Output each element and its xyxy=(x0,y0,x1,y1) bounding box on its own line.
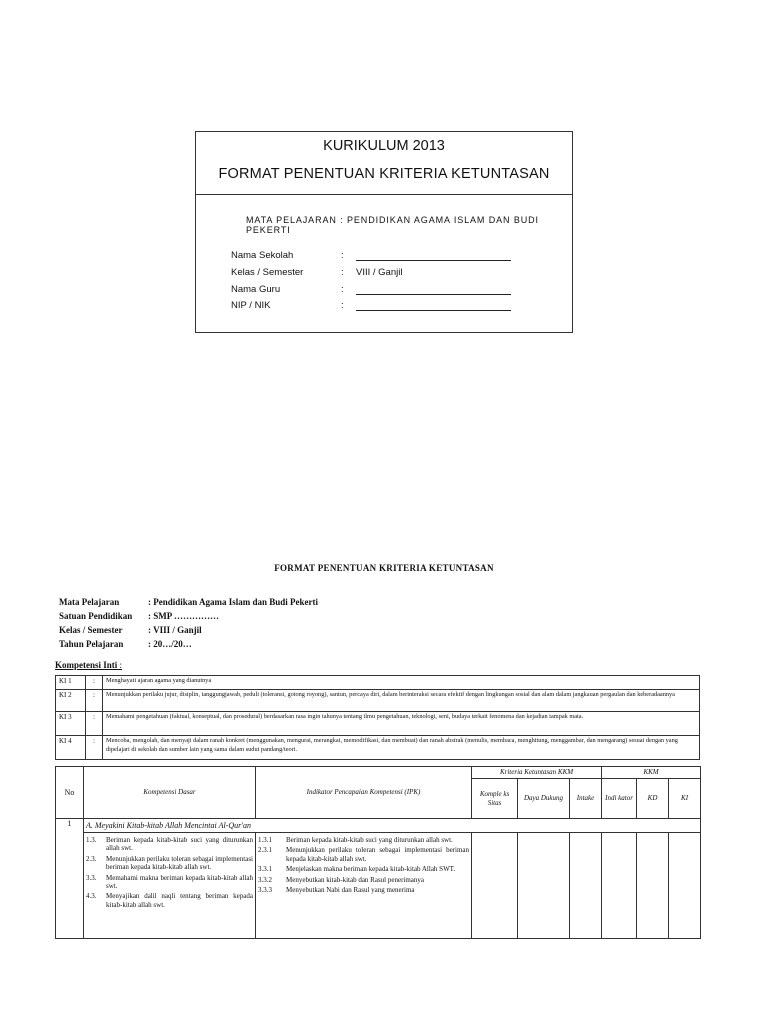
info-value: : Pendidikan Agama Islam dan Budi Pekerti xyxy=(148,597,319,607)
ipk-text: Menyebutkan Nabi dan Rasul yang menerima xyxy=(286,885,415,894)
info-label: Tahun Pelajaran xyxy=(59,639,124,649)
kd-item xyxy=(86,892,253,909)
ki-code: KI 3 xyxy=(56,712,86,736)
cover-box xyxy=(195,131,573,333)
ki-colon: : xyxy=(86,736,103,760)
ki-colon: : xyxy=(86,712,103,736)
ipk-cell xyxy=(256,833,472,939)
document-title: FORMAT PENENTUAN KRITERIA KETUNTASAN xyxy=(274,563,494,573)
ipk-code: 3.3.1 xyxy=(258,865,272,874)
header-ki: KI xyxy=(669,779,701,819)
field-label: Nama Guru xyxy=(231,284,281,295)
kd-code: 3.3. xyxy=(86,873,97,882)
info-label: Mata Pelajaran xyxy=(59,597,120,607)
ki-row xyxy=(56,676,700,690)
category-label: A. Meyakini Kitab-kitab Allah Mencintai Al-Qur'an xyxy=(84,819,701,833)
kompetensi-dasar-table xyxy=(55,766,701,939)
content-row xyxy=(56,833,701,939)
kd-code: 1.3. xyxy=(86,836,97,844)
ki-code: KI 1 xyxy=(56,676,86,690)
kd-header-row xyxy=(56,767,701,779)
field-blank-line xyxy=(356,260,511,261)
kd-text: Menunjukkan perilaku toleran sebagai implementasi beriman kepada kitab-kitab allah swt. xyxy=(106,854,253,872)
ki-text: Menghayati ajaran agama yang dianutnya xyxy=(103,676,700,690)
header-kompetensi-dasar: Kompetensi Dasar xyxy=(84,767,256,819)
kkm-ki-cell xyxy=(669,833,701,939)
ipk-item xyxy=(258,846,469,863)
header-kriteria-ketuntasan: Kriteria Ketuntasan KKM xyxy=(472,767,602,779)
header-indikator: Indi kator xyxy=(602,779,637,819)
ipk-text: Beriman kepada kitab-kitab suci yang diturunkan allah swt. xyxy=(286,836,453,844)
kd-text: Menyajikan dalil naqli tentang beriman kepada kitab-kitab allah swt. xyxy=(106,892,253,909)
ipk-code: 2.3.1 xyxy=(258,846,272,855)
ipk-text: Menunjukkan perilaku toleran sebagai implementasi beriman kepada kitab-kitab allah swt. xyxy=(286,846,469,863)
header-kompleksitas: Komple ks Sitas xyxy=(472,779,518,819)
ipk-item xyxy=(258,886,469,894)
info-value: : 20…/20… xyxy=(148,639,192,649)
kd-text: Memahami makna beriman kepada kitab-kitab allah swt. xyxy=(106,873,253,890)
ki-code: KI 4 xyxy=(56,736,86,760)
ki-row xyxy=(56,690,700,712)
indikator-cell xyxy=(602,833,637,939)
header-kkm: KKM xyxy=(602,767,701,779)
field-label: Kelas / Semester xyxy=(231,267,304,278)
kompetensi-inti-table xyxy=(55,675,700,760)
ki-code: KI 2 xyxy=(56,690,86,712)
ipk-text: Menjelaskan makna beriman kepada kitab-kitab Allah SWT. xyxy=(286,865,456,874)
cover-title-format: FORMAT PENENTUAN KRITERIA KETUNTASAN xyxy=(218,166,550,182)
cover-mata-pelajaran: MATA PELAJARAN : PENDIDIKAN AGAMA ISLAM DAN BUDI PEKERTI xyxy=(246,215,539,235)
cover-title-kurikulum: KURIKULUM 2013 xyxy=(323,138,445,154)
ki-heading-colon: : xyxy=(117,660,123,670)
info-label: Satuan Pendidikan xyxy=(59,611,133,621)
category-row xyxy=(56,819,701,833)
field-blank-line xyxy=(356,310,511,311)
field-label: NIP / NIK xyxy=(231,300,271,311)
field-colon: : xyxy=(341,284,344,295)
header-daya-dukung: Daya Dukung xyxy=(518,779,570,819)
kompetensi-inti-heading xyxy=(55,660,122,670)
kd-item xyxy=(86,855,253,872)
info-value: : SMP …………… xyxy=(148,611,219,621)
kd-text: Beriman kepada kitab-kitab suci yang diturunkan allah swt. xyxy=(106,836,253,853)
cover-divider xyxy=(196,194,572,195)
kd-code: 2.3. xyxy=(86,854,97,863)
field-colon: : xyxy=(341,300,344,311)
ki-row xyxy=(56,712,700,736)
ipk-code: 1.3.1 xyxy=(258,836,272,844)
header-intake: Intake xyxy=(570,779,602,819)
info-value: : VIII / Ganjil xyxy=(148,625,202,635)
header-kd: KD xyxy=(637,779,669,819)
header-no: No xyxy=(56,767,84,819)
field-value: VIII / Ganjil xyxy=(356,267,403,278)
daya-dukung-cell xyxy=(518,833,570,939)
ki-colon: : xyxy=(86,690,103,712)
ki-colon: : xyxy=(86,676,103,690)
ki-text: Menunjukkan perilaku jujur, disiplin, tanggungjawab, peduli (toleransi, gotong royong), santun, percaya diri, dalam berinteraksi secara efektif dengan lingkungan sosial dan alam dalam jangkauan pergaulan dan keberadaannya xyxy=(103,690,700,712)
kompleksitas-cell xyxy=(472,833,518,939)
kd-cell xyxy=(84,833,256,939)
ipk-text: Menyebutkan kitab-kitab dan Rasul penerimanya xyxy=(286,875,425,884)
ipk-item xyxy=(258,876,469,884)
kd-item xyxy=(86,874,253,891)
field-colon: : xyxy=(341,267,344,278)
header-ipk: Indikator Pencapaian Kompetensi (IPK) xyxy=(256,767,472,819)
field-colon: : xyxy=(341,250,344,261)
ipk-code: 3.3.3 xyxy=(258,885,272,894)
ipk-item xyxy=(258,836,469,844)
field-label: Nama Sekolah xyxy=(231,250,294,261)
row-number: 1 xyxy=(56,819,84,939)
ki-text: Mencoba, mengolah, dan menyaji dalam ranah konkret (menggunakan, mengurai, merangkai, memodifikasi, dan membuat) dan ranah abstrak (menulis, membaca, menghitung, menggambar, dan mengarang) sesuai dengan yang dipelajari di sekolah dan sumber lain yang sama dalam sudut pandang/teori. xyxy=(103,736,700,760)
info-label: Kelas / Semester xyxy=(59,625,123,635)
intake-cell xyxy=(570,833,602,939)
kkm-kd-cell xyxy=(637,833,669,939)
kd-code: 4.3. xyxy=(86,892,97,901)
field-blank-line xyxy=(356,294,511,295)
ipk-code: 3.3.2 xyxy=(258,875,272,884)
ki-heading-text: Kompetensi Inti xyxy=(55,660,118,670)
ki-text: Memahami pengetahuan (faktual, konseptual, dan prosedural) berdasarkan rasa ingin tahunya tentang ilmu pengetahuan, teknologi, seni, budaya terkait fenomena dan kejadian tampak mata. xyxy=(103,712,700,736)
kd-item xyxy=(86,836,253,853)
ki-row xyxy=(56,736,700,760)
ipk-item xyxy=(258,865,469,873)
